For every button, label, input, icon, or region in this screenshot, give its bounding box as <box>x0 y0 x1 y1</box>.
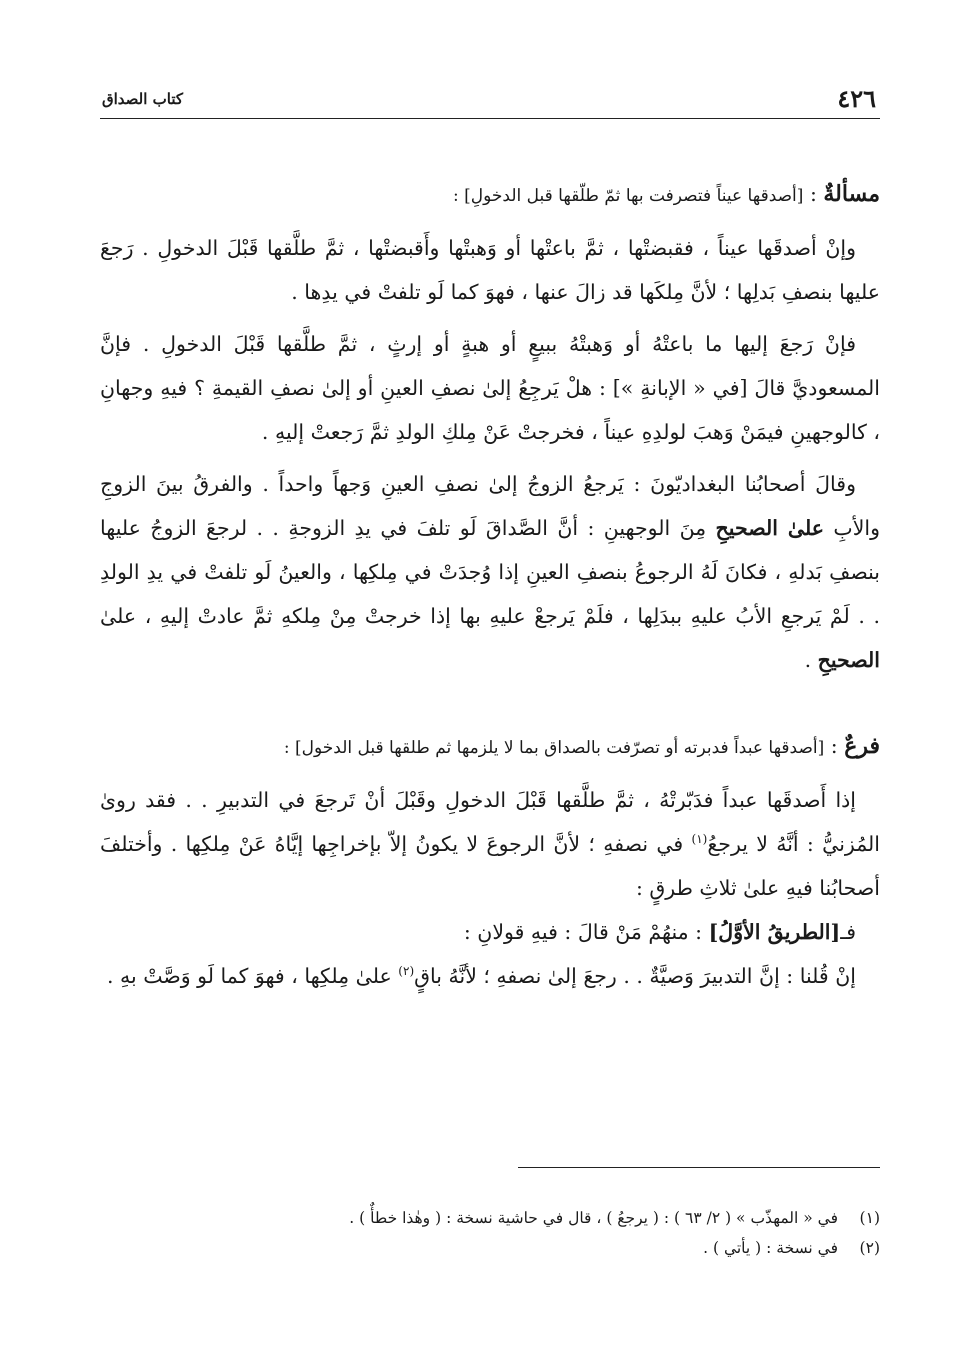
masala-heading <box>100 172 880 218</box>
book-title: كتاب الصداق <box>102 90 184 108</box>
page-number: ٤٢٦ <box>837 84 876 113</box>
footnote-2 <box>100 1233 880 1263</box>
main-text <box>100 172 880 998</box>
paragraph-3 <box>100 462 880 682</box>
far-colon: : <box>824 734 845 758</box>
paragraph-5-prefix: فـ <box>840 920 856 944</box>
paragraph-6-part1: إنْ قُلنا : إنَّ التدبيرَ وَصيَّةٌ . . رجعَ إلىٰ نصفهِ ؛ لأنَّهُ باقٍ <box>414 964 856 988</box>
far-bracket-title: [أصدقها عبداً فدبرته أو تصرّفت بالصداق بما لا يلزمها ثم طلقها قبل الدخول] : <box>283 738 825 758</box>
footnote-marker-2[interactable]: (٢) <box>398 964 415 979</box>
far-heading <box>100 724 880 770</box>
paragraph-4-part1: إذا أَصدقَها عبداً فدَبّرتْهُ ، ثمَّ طلَّقها قَبْلَ الدخولِ وقَبْلَ أنْ تَرجعَ في التدبيرِ . . فقد روىٰ المُزنيُّ : أنَّهُ لا يرجعُ <box>100 788 881 856</box>
footnote-2-number: (٢) <box>859 1239 880 1257</box>
paragraph-4 <box>100 778 880 910</box>
paragraph-6-part2: علىٰ مِلكِها ، فهوَ كما لَو وَصَّتْ بهِ . <box>106 964 399 988</box>
paragraph-5-bold: [الطريقُ الأوَّلُ] <box>708 920 841 944</box>
paragraph-3-bold-2: الصحيحِ <box>817 648 880 672</box>
paragraph-6 <box>100 954 880 998</box>
footnote-divider <box>518 1167 880 1168</box>
footnote-1-text: في « المهذّب » ( ٢/ ٦٣ ) : ( يرجعُ ) ، قال في حاشية نسخة : ( وهٰذا خطأٌ ) . <box>349 1209 838 1227</box>
footnotes <box>100 1203 880 1263</box>
paragraph-1: وإنْ أصدقَها عيناً ، فقبضتْها ، ثمَّ باعتْها أو وَهبتْها وأَقبضتْها ، ثمَّ طلَّقها قَبْلَ الدخولِ . رَجعَ عليها بنصفِ بَدلِها ؛ لأنَّ مِلكَها قد زالَ عنها ، فهوَ كما لَو تلفتْ في يدِها . <box>100 236 880 304</box>
masala-colon: : <box>803 182 824 206</box>
footnote-1 <box>100 1203 880 1233</box>
paragraph-3-part3: . <box>804 648 818 672</box>
paragraph-5-rest: : منهُمْ مَنْ قالَ : فيهِ قولانِ : <box>463 920 709 944</box>
running-header <box>100 84 880 119</box>
footnote-2-text: في نسخة : ( يأتي ) . <box>703 1239 838 1257</box>
paragraph-3-part2: مِنَ الوجهينِ : أنَّ الصَّداقَ لَو تلفَ في يدِ الزوجةِ . . لرجعَ الزوجُ عليها بنصفِ بَدلهِ ، فكانَ لَهُ الرجوعُ بنصفِ العينِ إذا وُجدَتْ في مِلكِها ، والعينُ لَو تلفتْ في يدِ الولدِ . . لَمْ يَرجعِ الأبُ عليهِ ببدَلِها ، فلَمْ يَرجعْ عليهِ بها إذا خرجتْ مِنْ مِلكهِ ثمَّ عادتْ إليهِ ، علىٰ <box>100 516 880 628</box>
paragraph-2: فإنْ رَجعَ إليها ما باعتْهُ أو وَهبتْهُ ببيعٍ أو هبةٍ أو إرثٍ ، ثمَّ طلَّقها قَبْلَ الدخولِ . فإنَّ المسعوديَّ قالَ [في « الإبانةِ »] : هلْ يَرجِعُ إلىٰ نصفِ العينِ أو إلىٰ نصفِ القيمةِ ؟ فيهِ وجهانِ ، كالوجهينِ فيمَنْ وَهبَ لولدِهِ عيناً ، فخرجتْ عَنْ مِلكِ الولدِ ثمَّ رَجعتْ إليهِ . <box>100 332 880 444</box>
paragraph-5 <box>100 910 880 954</box>
far-keyword: فرعٌ <box>844 733 880 759</box>
masala-keyword: مسألةٌ <box>823 181 880 207</box>
footnote-marker-1[interactable]: (١) <box>691 832 708 847</box>
paragraph-3-part1: وقالَ أصحابُنا البغداديّونَ : يَرجعُ الزوجُ إلىٰ نصفِ العينِ وَجهاً واحداً . والفرقُ بينَ الزوجِ والأبِ <box>100 472 880 540</box>
masala-bracket-title: [أصدقها عيناً فتصرفت بها ثمّ طلّقها قبل الدخولِ] : <box>453 186 804 206</box>
paragraph-4-part2: في نصفهِ ؛ لأنَّ الرجوعَ لا يكونُ إلاّ بإخراجِها إيَّاهُ عَنْ مِلكِها . وأختلفَ أصحابُنا فيهِ علىٰ ثلاثِ طرقٍ : <box>100 832 880 900</box>
footnote-1-number: (١) <box>859 1209 880 1227</box>
paragraph-3-bold-1: علىٰ الصحيحِ <box>715 516 825 540</box>
